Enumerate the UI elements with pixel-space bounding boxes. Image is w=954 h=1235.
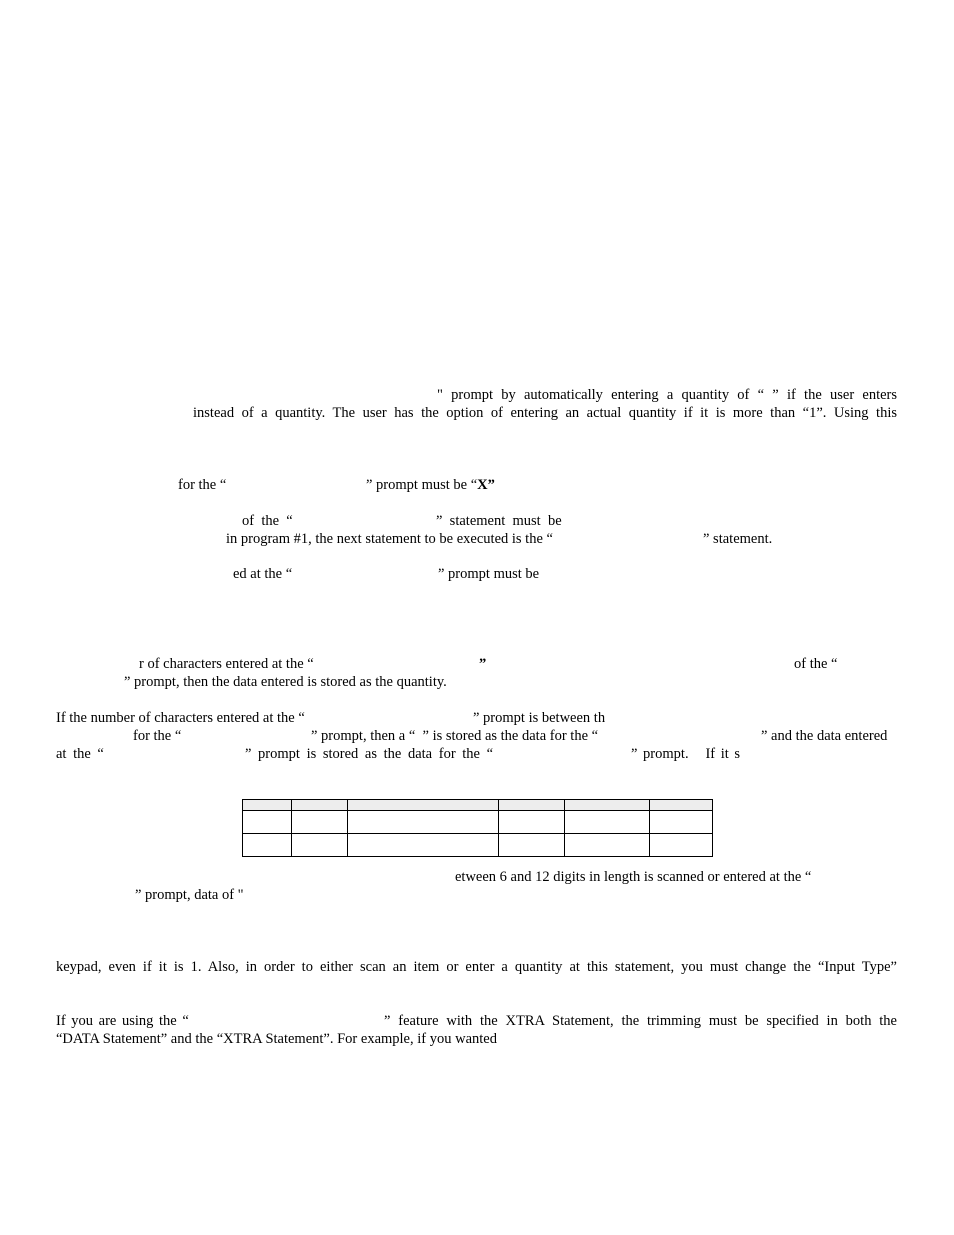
table-cell <box>243 811 292 834</box>
table-cell <box>565 811 650 834</box>
paragraph-6-line-1: If the number of characters entered at the “ <box>56 710 305 726</box>
paragraph-3-line-1: of the “ <box>242 513 293 529</box>
paragraph-1-line-2: instead of a quantity. The user has the option of entering an actual quantity if it is more than “1”. Using this <box>193 405 897 421</box>
table-row <box>243 811 713 834</box>
table-cell <box>348 834 499 857</box>
table-cell <box>348 811 499 834</box>
table-cell <box>650 834 713 857</box>
table-cell <box>292 811 348 834</box>
paragraph-8-line-1: keypad, even if it is 1. Also, in order to either scan an item or enter a quantity at this statement, you must change the “Input Type” <box>56 959 897 975</box>
table-cell <box>499 811 565 834</box>
paragraph-5-line-1: r of characters entered at the “ <box>139 656 314 672</box>
paragraph-4-line-1: ed at the “ <box>233 566 293 582</box>
table-header-row <box>243 800 713 811</box>
table-cell <box>292 834 348 857</box>
paragraph-6-line-3: at the “ <box>56 746 104 762</box>
paragraph-6-line-2: for the “ <box>133 728 182 744</box>
paragraph-3-line-2-cont: ” statement. <box>703 531 773 547</box>
paragraph-2-line-1-cont <box>366 477 495 494</box>
table-cell <box>243 800 292 811</box>
paragraph-1-line-1: " prompt by automatically entering a quantity of “ ” if the user enters <box>437 387 897 403</box>
table-cell <box>499 800 565 811</box>
paragraph-9-line-1: If you are using the “ <box>56 1013 189 1029</box>
paragraph-3-line-2: in program #1, the next statement to be executed is the “ <box>226 531 553 547</box>
table-cell <box>565 834 650 857</box>
table-row <box>243 834 713 857</box>
paragraph-4-line-1-cont: ” prompt must be <box>438 566 540 582</box>
paragraph-6-line-3-cont: ” prompt is stored as the data for the “ <box>245 746 494 762</box>
text-fragment: for the “ <box>178 477 227 493</box>
data-table <box>242 799 713 857</box>
paragraph-6-line-1-cont: ” prompt is between th <box>473 710 606 726</box>
text-fragment: ” prompt must be “ <box>366 477 478 493</box>
table-cell <box>650 800 713 811</box>
bold-text: X” <box>477 477 495 493</box>
paragraph-6-line-2-end: ” and the data entered <box>761 728 888 744</box>
paragraph-5-line-2: ” prompt, then the data entered is stored as the quantity. <box>124 674 447 690</box>
table-cell <box>650 811 713 834</box>
table-cell <box>243 834 292 857</box>
table-cell <box>292 800 348 811</box>
paragraph-9-line-2: “DATA Statement” and the “XTRA Statement”. For example, if you wanted <box>56 1031 497 1047</box>
table-cell <box>565 800 650 811</box>
paragraph-7-line-2: ” prompt, data of " <box>135 887 244 903</box>
table-cell <box>499 834 565 857</box>
paragraph-5-line-1-end: of the “ <box>794 656 838 672</box>
paragraph-3-line-1-cont: ” statement must be <box>436 513 562 529</box>
table-cell <box>348 800 499 811</box>
paragraph-6-line-2-cont: ” prompt, then a “ ” is stored as the data for the “ <box>311 728 599 744</box>
paragraph-6-line-3-end: ” prompt. If it s <box>631 746 741 762</box>
paragraph-9-line-1-cont: ” feature with the XTRA Statement, the trimming must be specified in both the <box>384 1013 897 1029</box>
paragraph-2-line-1 <box>178 477 226 494</box>
paragraph-7-line-1: etween 6 and 12 digits in length is scanned or entered at the “ <box>455 869 812 885</box>
paragraph-5-quote: ” <box>479 656 487 672</box>
